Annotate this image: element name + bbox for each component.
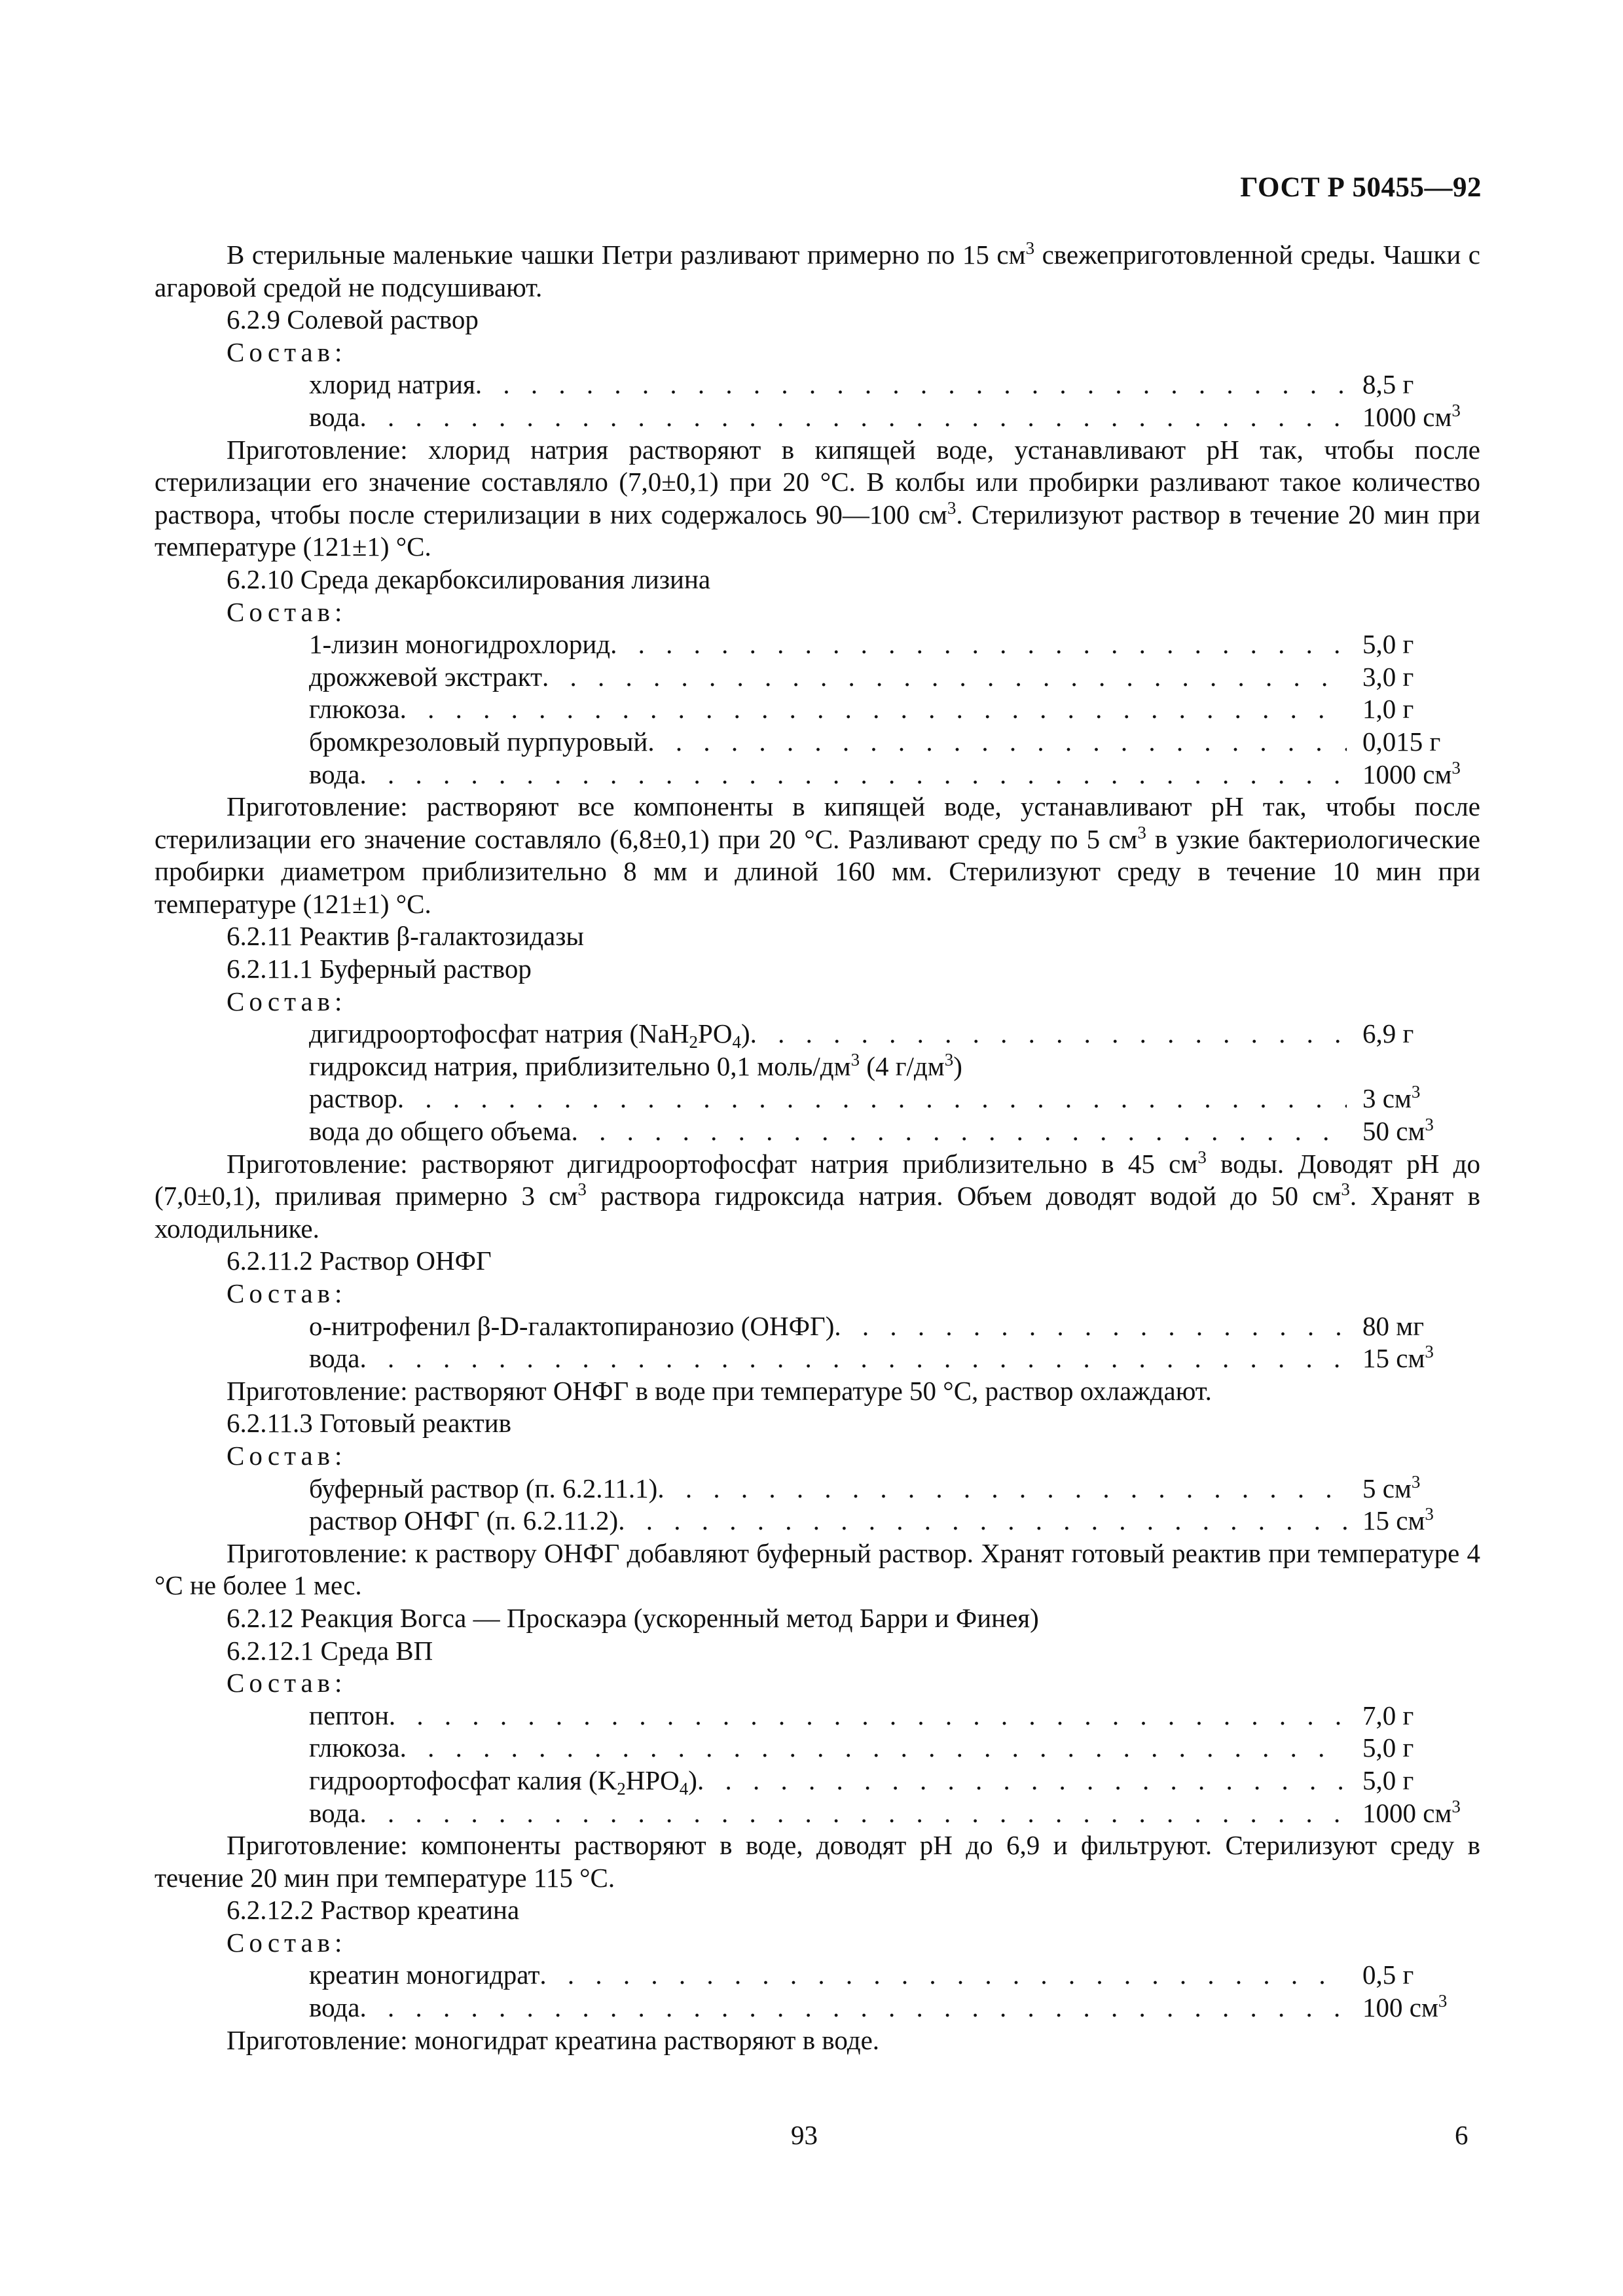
ingredient-amount: 8,5 г bbox=[1362, 369, 1414, 400]
paragraph-intro: В стерильные маленькие чашки Петри разливают примерно по 15 $см^3$ свежеприготовленной среды. Чашки с агаровой средой не подсушивают. bbox=[155, 238, 1480, 302]
ingredient-row bbox=[155, 1765, 1480, 1797]
ingredient-name: пептон bbox=[309, 1700, 389, 1731]
dot-leader bbox=[647, 726, 1347, 759]
section-heading-6-2-11-2: 6.2.11.2 Раствор ОНФГ bbox=[227, 1246, 492, 1276]
composition-label: Состав: bbox=[227, 1440, 347, 1471]
ingredient-name: раствор bbox=[309, 1083, 397, 1114]
composition-label: Состав: bbox=[227, 1668, 347, 1698]
document-body bbox=[155, 239, 1480, 2056]
ingredient-row bbox=[155, 628, 1480, 661]
ingredient-row bbox=[155, 661, 1480, 694]
preparation-paragraph: Приготовление: компоненты растворяют в воде, доводят pH до 6,9 и фильтруют. Стерилизуют среду в течение 20 мин при температуре 115 °С. bbox=[155, 1830, 1480, 1893]
dot-leader bbox=[400, 1732, 1347, 1765]
dot-leader bbox=[359, 1797, 1347, 1830]
ingredient-row bbox=[155, 726, 1480, 759]
ingredient-amount: 5,0 г bbox=[1362, 1765, 1414, 1795]
ingredient-amount: 0,015 г bbox=[1362, 726, 1441, 757]
document-header: ГОСТ Р 50455—92 bbox=[1240, 172, 1482, 203]
composition-label: Состав: bbox=[227, 1927, 347, 1958]
section-heading-6-2-10: 6.2.10 Среда декарбоксилирования лизина bbox=[227, 564, 711, 594]
page-number: 93 bbox=[791, 2120, 818, 2150]
ingredient-row bbox=[155, 1732, 1480, 1765]
ingredient-amount: 50 $см^3$ bbox=[1362, 1115, 1434, 1147]
ingredient-name: о-нитрофенил β-D-галактопиранозио (ОНФГ) bbox=[309, 1310, 835, 1341]
ingredient-name: вода до общего объема bbox=[309, 1116, 572, 1147]
ingredient-row bbox=[155, 368, 1480, 401]
ingredient-row bbox=[155, 1083, 1480, 1115]
section-heading-6-2-11-1: 6.2.11.1 Буферный раствор bbox=[227, 954, 532, 984]
ingredient-amount: 100 $см^3$ bbox=[1362, 1991, 1448, 2023]
ingredient-amount: 5 $см^3$ bbox=[1362, 1471, 1421, 1503]
ingredient-row bbox=[155, 1992, 1480, 2024]
dot-leader bbox=[610, 628, 1347, 661]
ingredient-row bbox=[155, 1310, 1480, 1343]
dot-leader bbox=[572, 1115, 1347, 1148]
ingredient-name: вода bbox=[309, 1992, 360, 2023]
ingredient-row bbox=[155, 1115, 1480, 1148]
dot-leader bbox=[542, 661, 1347, 694]
ingredient-amount: 1000 $см^3$ bbox=[1362, 400, 1461, 432]
section-heading-6-2-12: 6.2.12 Реакция Вогса — Проскаэра (ускоренный метод Барри и Финея) bbox=[227, 1602, 1039, 1633]
ingredient-name: глюкоза bbox=[309, 694, 400, 725]
ingredient-row bbox=[155, 1700, 1480, 1732]
dot-leader bbox=[359, 1992, 1347, 2024]
ingredient-row bbox=[155, 759, 1480, 791]
ingredient-line: гидроксид натрия, приблизительно 0,1 моль/$дм^3$ (4 $г/дм^3$) bbox=[309, 1049, 962, 1081]
dot-leader bbox=[539, 1959, 1347, 1992]
sheet-number: 6 bbox=[1455, 2120, 1468, 2150]
ingredient-amount: 3,0 г bbox=[1362, 661, 1414, 692]
ingredient-row bbox=[155, 1797, 1480, 1830]
ingredient-row bbox=[155, 1959, 1480, 1992]
preparation-paragraph: Приготовление: растворяют ОНФГ в воде при температуре 50 °С, раствор охлаждают. bbox=[227, 1375, 1212, 1406]
ingredient-name: вода bbox=[309, 759, 360, 789]
ingredient-amount: 5,0 г bbox=[1362, 1732, 1414, 1763]
ingredient-amount: 1,0 г bbox=[1362, 694, 1414, 725]
dot-leader bbox=[389, 1700, 1347, 1732]
dot-leader bbox=[834, 1310, 1347, 1343]
dot-leader bbox=[400, 693, 1347, 726]
ingredient-row bbox=[155, 1505, 1480, 1537]
dot-leader bbox=[697, 1765, 1347, 1797]
dot-leader bbox=[618, 1505, 1347, 1537]
section-heading-6-2-11: 6.2.11 Реактив β-галактозидазы bbox=[227, 921, 584, 952]
ingredient-name: раствор ОНФГ (п. 6.2.11.2) bbox=[309, 1505, 619, 1536]
ingredient-row bbox=[155, 1018, 1480, 1050]
section-heading-6-2-9: 6.2.9 Солевой раствор bbox=[227, 304, 479, 335]
ingredient-name: гидроортофосфат калия $(K_2HPO_4)$ bbox=[309, 1765, 697, 1799]
ingredient-name: вода bbox=[309, 401, 360, 432]
dot-leader bbox=[359, 401, 1347, 434]
preparation-paragraph: Приготовление: хлорид натрия растворяют в кипящей воде, устанавливают pH так, чтобы после стерилизации его значение составляло (7,0±0,1) при 20 °С. В колбы или пробирки разливают такое количество раствора, чтобы после стерилизации в них содержалось 90—100 $см^3$. Стерилизуют раствор в течение 20 мин при температуре (121±1) °С. bbox=[155, 434, 1480, 562]
ingredient-amount: 0,5 г bbox=[1362, 1960, 1414, 1990]
ingredient-name: вода bbox=[309, 1343, 360, 1374]
ingredient-row bbox=[155, 1342, 1480, 1375]
preparation-paragraph: Приготовление: к раствору ОНФГ добавляют буферный раствор. Хранят готовый реактив при температуре 4 °С не более 1 мес. bbox=[155, 1537, 1480, 1601]
ingredient-name: дрожжевой экстракт bbox=[309, 661, 543, 692]
ingredient-name: бромкрезоловый пурпуровый bbox=[309, 726, 648, 757]
ingredient-amount: 80 мг bbox=[1362, 1310, 1425, 1341]
composition-label: Состав: bbox=[227, 1278, 347, 1308]
ingredient-name: буферный раствор (п. 6.2.11.1) bbox=[309, 1473, 658, 1503]
dot-leader bbox=[657, 1473, 1347, 1505]
ingredient-amount: 15 $см^3$ bbox=[1362, 1342, 1434, 1374]
ingredient-name: вода bbox=[309, 1797, 360, 1828]
preparation-paragraph: Приготовление: растворяют все компоненты в кипящей воде, устанавливают pH так, чтобы после стерилизации его значение составляло (6,8±0,1) при 20 °С. Разливают среду по 5 $см^3$ в узкие бактериологические пробирки диаметром приблизительно 8 мм и длиной 160 мм. Стерилизуют среду в течение 10 мин при температуре (121±1) °С. bbox=[155, 791, 1480, 919]
ingredient-name: 1-лизин моногидрохлорид bbox=[309, 629, 611, 660]
dot-leader bbox=[475, 368, 1347, 401]
ingredient-amount: 5,0 г bbox=[1362, 629, 1414, 660]
preparation-paragraph: Приготовление: моногидрат креатина растворяют в воде. bbox=[227, 2024, 880, 2055]
ingredient-row bbox=[155, 401, 1480, 434]
ingredient-amount: 7,0 г bbox=[1362, 1700, 1414, 1731]
ingredient-name: дигидроортофосфат натрия $(NaH_2PO_4)$ bbox=[309, 1018, 750, 1052]
preparation-paragraph: Приготовление: растворяют дигидроортофосфат натрия приблизительно в 45 $см^3$ воды. Доводят pH до (7,0±0,1), приливая примерно 3 $см^3$ раствора гидроксида натрия. Объем доводят водой до 50 $см^3$. Хранят в холодильнике. bbox=[155, 1147, 1480, 1244]
section-heading-6-2-12-2: 6.2.12.2 Раствор креатина bbox=[227, 1895, 520, 1926]
ingredient-name: глюкоза bbox=[309, 1732, 400, 1763]
ingredient-amount: 1000 $см^3$ bbox=[1362, 757, 1461, 789]
ingredient-amount: 1000 $см^3$ bbox=[1362, 1796, 1461, 1828]
dot-leader bbox=[359, 759, 1347, 791]
ingredient-amount: 6,9 г bbox=[1362, 1018, 1414, 1049]
ingredient-name: креатин моногидрат bbox=[309, 1960, 540, 1990]
dot-leader bbox=[397, 1083, 1347, 1115]
ingredient-row bbox=[155, 1473, 1480, 1505]
ingredient-amount: 3 $см^3$ bbox=[1362, 1082, 1421, 1114]
ingredient-name: хлорид натрия bbox=[309, 369, 475, 400]
composition-label: Состав: bbox=[227, 596, 347, 627]
dot-leader bbox=[750, 1018, 1347, 1050]
dot-leader bbox=[359, 1342, 1347, 1375]
ingredient-row bbox=[155, 693, 1480, 726]
section-heading-6-2-11-3: 6.2.11.3 Готовый реактив bbox=[227, 1408, 512, 1439]
composition-label: Состав: bbox=[227, 336, 347, 367]
section-heading-6-2-12-1: 6.2.12.1 Среда ВП bbox=[227, 1635, 433, 1666]
composition-label: Состав: bbox=[227, 986, 347, 1016]
ingredient-amount: 15 $см^3$ bbox=[1362, 1504, 1434, 1536]
